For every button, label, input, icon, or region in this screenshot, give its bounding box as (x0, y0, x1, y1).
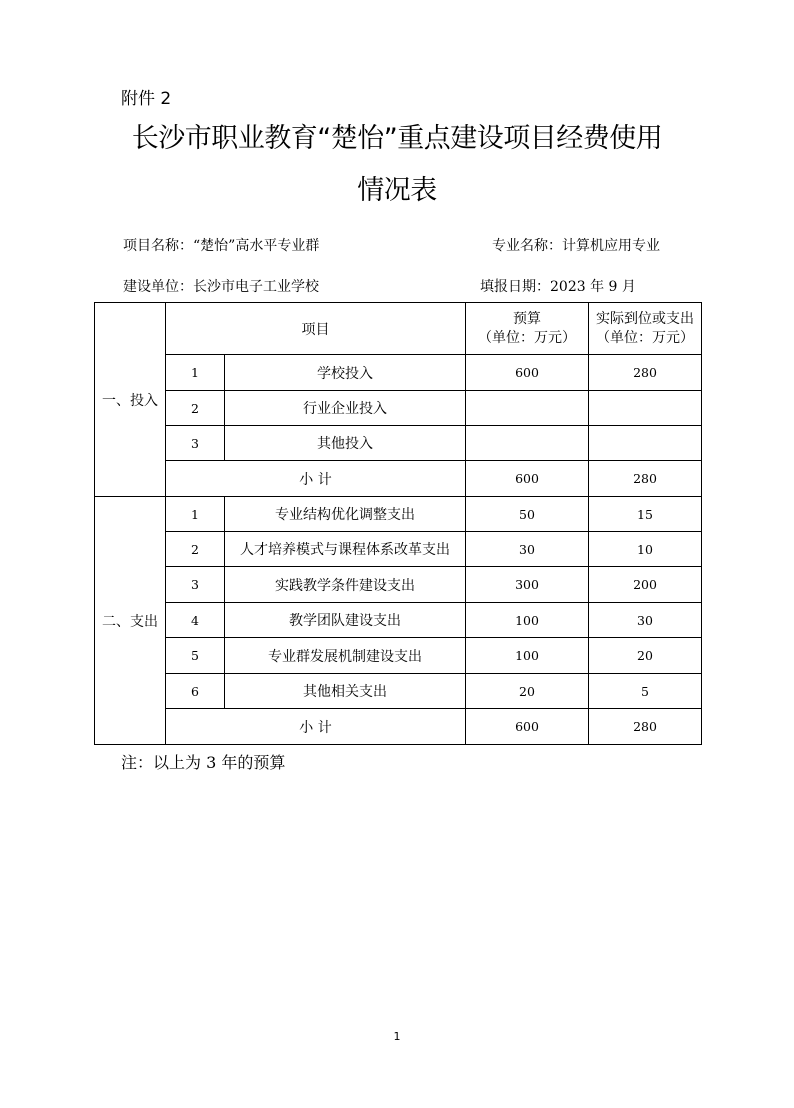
table-row (95, 355, 702, 391)
subtotal-budget: 600 (466, 461, 589, 497)
row-actual: 280 (589, 355, 702, 391)
header-actual-unit: （单位：万元） (596, 329, 694, 346)
row-item-name: 专业结构优化调整支出 (225, 497, 466, 532)
document-title-line2: 情况表 (357, 175, 437, 206)
table-row (95, 638, 702, 674)
row-number: 1 (166, 355, 225, 391)
funding-table (94, 302, 702, 745)
row-budget: 50 (466, 497, 589, 532)
row-budget: 20 (466, 674, 589, 709)
table-row (95, 497, 702, 532)
section-expense-label: 二、支出 (95, 497, 166, 745)
header-budget-unit: （单位：万元） (478, 329, 576, 346)
row-actual (589, 391, 702, 426)
row-item-name: 行业企业投入 (225, 391, 466, 426)
table-header-row (95, 303, 702, 355)
subtotal-label: 小 计 (166, 709, 466, 745)
table-row (95, 603, 702, 638)
row-number: 4 (166, 603, 225, 638)
attachment-label: 附件 2 (121, 89, 172, 109)
row-number: 3 (166, 426, 225, 461)
row-item-name: 教学团队建设支出 (225, 603, 466, 638)
row-budget (466, 391, 589, 426)
row-budget (466, 426, 589, 461)
row-budget: 600 (466, 355, 589, 391)
row-budget: 30 (466, 532, 589, 567)
row-actual: 30 (589, 603, 702, 638)
subtotal-actual: 280 (589, 709, 702, 745)
row-number: 6 (166, 674, 225, 709)
header-budget (466, 303, 589, 355)
row-item-name: 其他相关支出 (225, 674, 466, 709)
construction-unit: 建设单位：长沙市电子工业学校 (123, 279, 319, 295)
footnote: 注：以上为 3 年的预算 (121, 753, 286, 772)
row-actual (589, 426, 702, 461)
row-number: 5 (166, 638, 225, 674)
subtotal-actual: 280 (589, 461, 702, 497)
header-item: 项目 (166, 303, 466, 355)
table-row (95, 567, 702, 603)
table-row (95, 391, 702, 426)
header-actual-title: 实际到位或支出 (596, 310, 694, 327)
row-item-name: 学校投入 (225, 355, 466, 391)
row-item-name: 实践教学条件建设支出 (225, 567, 466, 603)
header-actual (589, 303, 702, 355)
row-number: 2 (166, 532, 225, 567)
row-item-name: 专业群发展机制建设支出 (225, 638, 466, 674)
row-number: 3 (166, 567, 225, 603)
document-title: 长沙市职业教育“楚怡”重点建设项目经费使用 (131, 123, 663, 154)
row-actual: 200 (589, 567, 702, 603)
row-number: 1 (166, 497, 225, 532)
table-row (95, 674, 702, 709)
project-name: 项目名称：“楚怡”高水平专业群 (123, 238, 320, 254)
row-actual: 20 (589, 638, 702, 674)
row-budget: 100 (466, 638, 589, 674)
row-number: 2 (166, 391, 225, 426)
row-item-name: 其他投入 (225, 426, 466, 461)
section-input-label: 一、投入 (95, 303, 166, 497)
subtotal-row (95, 709, 702, 745)
subtotal-row (95, 461, 702, 497)
subtotal-label: 小 计 (166, 461, 466, 497)
row-item-name: 人才培养模式与课程体系改革支出 (225, 532, 466, 567)
row-budget: 100 (466, 603, 589, 638)
row-actual: 10 (589, 532, 702, 567)
header-budget-title: 预算 (513, 310, 541, 327)
row-actual: 5 (589, 674, 702, 709)
major-name: 专业名称：计算机应用专业 (492, 238, 660, 254)
report-date: 填报日期：2023 年 9 月 (480, 279, 636, 295)
page-number: 1 (393, 1030, 401, 1043)
table-row (95, 426, 702, 461)
row-budget: 300 (466, 567, 589, 603)
table-row (95, 532, 702, 567)
subtotal-budget: 600 (466, 709, 589, 745)
row-actual: 15 (589, 497, 702, 532)
